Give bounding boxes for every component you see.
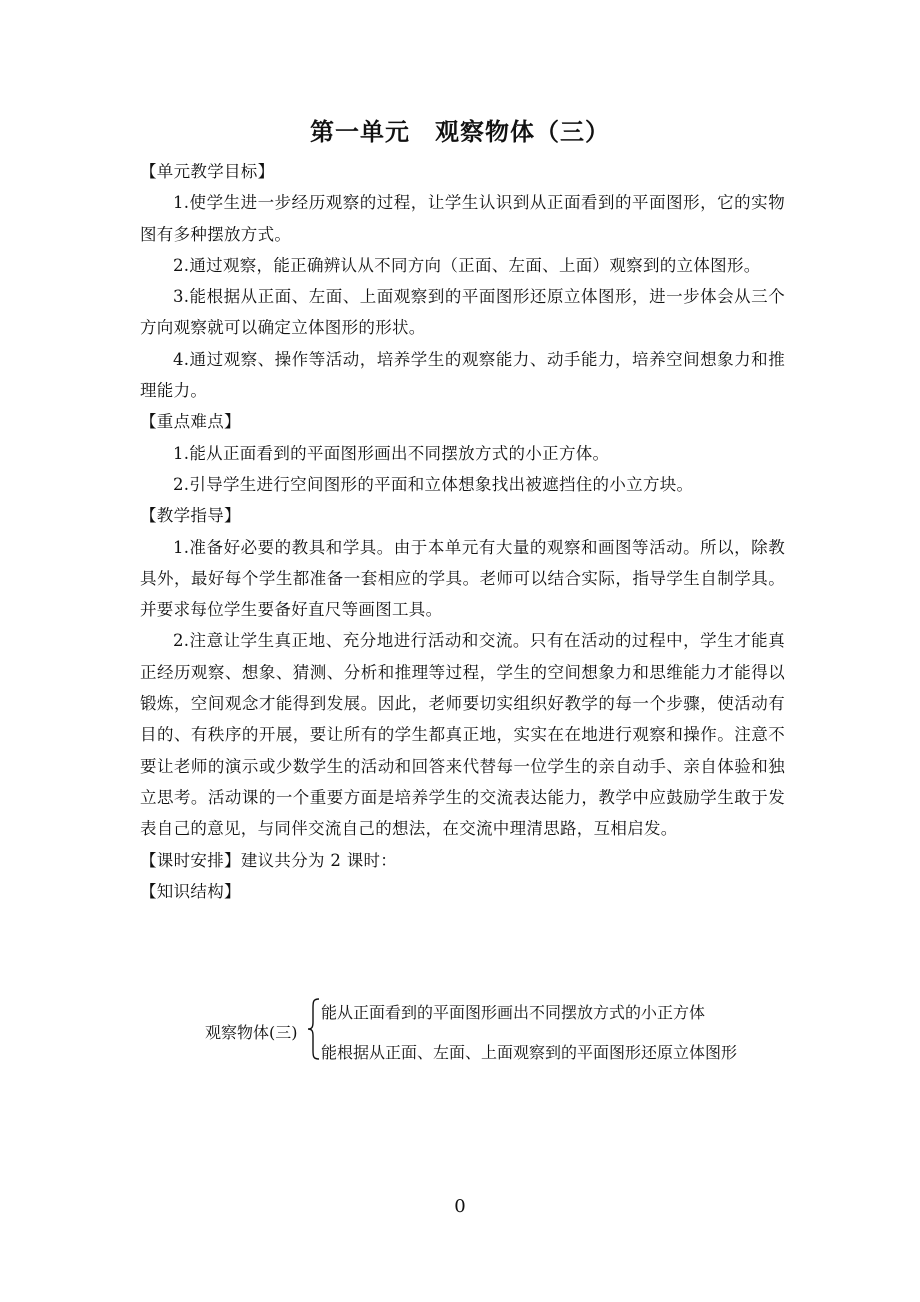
keypoint-item-1: 1.能从正面看到的平面图形画出不同摆放方式的小正方体。 <box>173 443 610 463</box>
schedule-text: 建议共分为 2 课时： <box>240 850 398 870</box>
structure-root: 观察物体(三) <box>205 1023 298 1042</box>
page-title: 第一单元 观察物体（三） <box>310 118 610 146</box>
document-body <box>140 156 785 907</box>
section-heading-guidance: 【教学指导】 <box>140 506 241 526</box>
page-number: 0 <box>454 1196 466 1217</box>
guidance-item-1: 1.准备好必要的教具和学具。由于本单元有大量的观察和画图等活动。所以，除教具外，最好每个学生都准备一套相应的学具。老师可以结合实际，指导学生自制学具。并要求每位学生要备好直尺等画图工具。 <box>140 537 785 620</box>
structure-branch-2: 能根据从正面、左面、上面观察到的平面图形还原立体图形 <box>321 1043 738 1062</box>
keypoint-item-2: 2.引导学生进行空间图形的平面和立体想象找出被遮挡住的小立方块。 <box>173 474 694 494</box>
guidance-item-2: 2.注意让学生真正地、充分地进行活动和交流。只有在活动的过程中，学生才能真正经历观察、想象、猜测、分析和推理等过程，学生的空间想象力和思维能力才能得以锻炼，空间观念才能得到发展。因此，老师要切实组织好教学的每一个步骤，使活动有目的、有秩序的开展，要让所有的学生都真正地，实实在在地进行观察和操作。注意不要让老师的演示或少数学生的活动和回答来代替每一位学生的亲自动手、亲自体验和独立思考。活动课的一个重要方面是培养学生的交流表达能力，教学中应鼓励学生敢于发表自己的意见，与同伴交流自己的想法，在交流中理清思路，互相启发。 <box>140 631 785 839</box>
schedule-line <box>140 845 785 876</box>
section-heading-structure: 【知识结构】 <box>140 881 241 901</box>
objective-item-1: 1.使学生进一步经历观察的过程，让学生认识到从正面看到的平面图形，它的实物图有多种摆放方式。 <box>140 193 785 244</box>
section-heading-objectives: 【单元教学目标】 <box>140 162 275 181</box>
curly-brace-icon <box>307 998 321 1060</box>
section-heading-keypoints: 【重点难点】 <box>140 412 241 432</box>
section-heading-schedule: 【课时安排】 <box>140 850 241 870</box>
objective-item-4: 4.通过观察、操作等活动，培养学生的观察能力、动手能力，培养空间想象力和推理能力。 <box>140 349 785 401</box>
knowledge-structure-diagram <box>205 996 805 1076</box>
structure-branch-1: 能从正面看到的平面图形画出不同摆放方式的小正方体 <box>321 1003 706 1022</box>
objective-item-2: 2.通过观察，能正确辨认从不同方向（正面、左面、上面）观察到的立体图形。 <box>173 255 761 275</box>
objective-item-3: 3.能根据从正面、左面、上面观察到的平面图形还原立体图形，进一步体会从三个方向观察就可以确定立体图形的形状。 <box>140 287 785 338</box>
